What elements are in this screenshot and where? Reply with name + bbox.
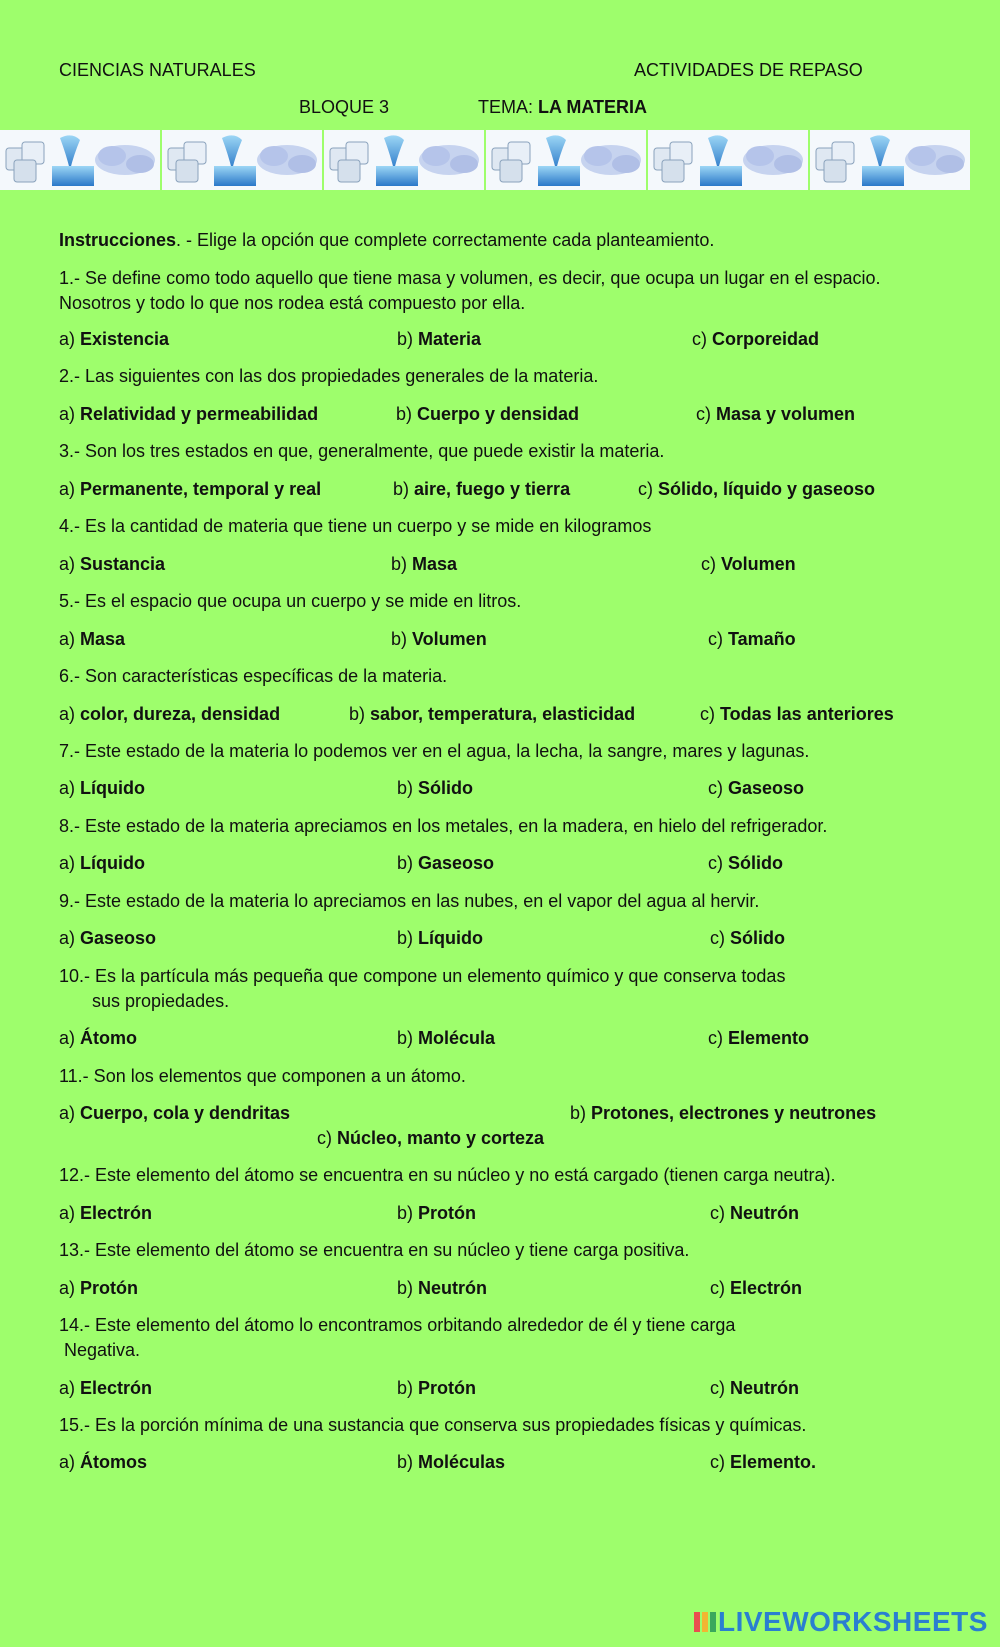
question-13: 13.- Este elemento del átomo se encuentra en su núcleo y tiene carga positiva. (59, 1240, 690, 1260)
liveworksheets-icon (694, 1609, 716, 1641)
option-14b[interactable]: b) Protón (397, 1378, 477, 1398)
option-11b[interactable]: b) Protones, electrones y neutrones (570, 1103, 877, 1123)
option-2c[interactable]: c) Masa y volumen (696, 404, 856, 424)
option-12b[interactable]: b) Protón (397, 1203, 477, 1223)
instructions-text: . - Elige la opción que complete correctamente cada planteamiento. (176, 230, 715, 250)
option-6a[interactable]: a) color, dureza, densidad (59, 704, 281, 724)
block-label: BLOQUE 3 (299, 97, 390, 117)
option-3c[interactable]: c) Sólido, líquido y gaseoso (638, 479, 876, 499)
question-10-cont: sus propiedades. (92, 991, 230, 1011)
question-12: 12.- Este elemento del átomo se encuentra en su núcleo y no está cargado (tienen carga neutra). (59, 1165, 836, 1185)
option-5b[interactable]: b) Volumen (391, 629, 487, 649)
option-6b[interactable]: b) sabor, temperatura, elasticidad (349, 704, 636, 724)
option-8b[interactable]: b) Gaseoso (397, 853, 495, 873)
theme-label: TEMA: LA MATERIA (478, 97, 647, 117)
question-1: 1.- Se define como todo aquello que tiene masa y volumen, es decir, que ocupa un lugar en el espacio. Nosotros y todo lo que nos rodea está compuesto por ella. (59, 268, 881, 313)
liveworksheets-logo[interactable] (694, 1606, 988, 1641)
question-6: 6.- Son características específicas de la materia. (59, 666, 448, 686)
option-4a[interactable]: a) Sustancia (59, 554, 166, 574)
question-14-cont: Negativa. (64, 1340, 141, 1360)
question-10: 10.- Es la partícula más pequeña que compone un elemento químico y que conserva todas (59, 966, 786, 986)
option-9c[interactable]: c) Sólido (710, 928, 785, 948)
question-8: 8.- Este estado de la materia apreciamos en los metales, en la madera, en hielo del refrigerador. (59, 816, 828, 836)
option-2b[interactable]: b) Cuerpo y densidad (396, 404, 580, 424)
theme-value: LA MATERIA (538, 97, 647, 117)
option-3a[interactable]: a) Permanente, temporal y real (59, 479, 322, 499)
question-11: 11.- Son los elementos que componen a un átomo. (59, 1066, 466, 1086)
instructions (59, 228, 714, 253)
option-10c[interactable]: c) Elemento (708, 1028, 810, 1048)
option-9b[interactable]: b) Líquido (397, 928, 483, 948)
option-7b[interactable]: b) Sólido (397, 778, 474, 798)
activity-title: ACTIVIDADES DE REPASO (634, 60, 863, 80)
option-5a[interactable]: a) Masa (59, 629, 126, 649)
option-9a[interactable]: a) Gaseoso (59, 928, 157, 948)
option-11a[interactable]: a) Cuerpo, cola y dendritas (59, 1103, 291, 1123)
option-10b[interactable]: b) Molécula (397, 1028, 496, 1048)
question-14: 14.- Este elemento del átomo lo encontramos orbitando alrededor de él y tiene carga (59, 1315, 736, 1335)
option-7a[interactable]: a) Líquido (59, 778, 145, 798)
option-6c[interactable]: c) Todas las anteriores (700, 704, 894, 724)
question-4: 4.- Es la cantidad de materia que tiene un cuerpo y se mide en kilogramos (59, 516, 652, 536)
subject-title: CIENCIAS NATURALES (59, 60, 256, 80)
question-2: 2.- Las siguientes con las dos propiedades generales de la materia. (59, 366, 599, 386)
option-14c[interactable]: c) Neutrón (710, 1378, 799, 1398)
option-1a[interactable]: a) Existencia (59, 329, 170, 349)
option-4c[interactable]: c) Volumen (701, 554, 796, 574)
option-10a[interactable]: a) Átomo (59, 1028, 138, 1048)
option-2a[interactable]: a) Relatividad y permeabilidad (59, 404, 319, 424)
option-11c[interactable]: c) Núcleo, manto y corteza (317, 1128, 545, 1148)
option-14a[interactable]: a) Electrón (59, 1378, 153, 1398)
option-1b[interactable]: b) Materia (397, 329, 482, 349)
option-15a[interactable]: a) Átomos (59, 1452, 148, 1472)
option-15c[interactable]: c) Elemento. (710, 1452, 817, 1472)
option-12a[interactable]: a) Electrón (59, 1203, 153, 1223)
option-1c[interactable]: c) Corporeidad (692, 329, 820, 349)
option-13c[interactable]: c) Electrón (710, 1278, 803, 1298)
instructions-label: Instrucciones (59, 230, 177, 250)
option-8c[interactable]: c) Sólido (708, 853, 783, 873)
option-7c[interactable]: c) Gaseoso (708, 778, 805, 798)
question-3: 3.- Son los tres estados en que, generalmente, que puede existir la materia. (59, 441, 665, 461)
question-7: 7.- Este estado de la materia lo podemos ver en el agua, la lecha, la sangre, mares y lagunas. (59, 741, 810, 761)
option-12c[interactable]: c) Neutrón (710, 1203, 799, 1223)
question-9: 9.- Este estado de la materia lo apreciamos en las nubes, en el vapor del agua al hervir. (59, 891, 760, 911)
logo-text: LIVEWORKSHEETS (718, 1606, 988, 1637)
ice-water-banner (0, 130, 972, 190)
option-8a[interactable]: a) Líquido (59, 853, 145, 873)
option-5c[interactable]: c) Tamaño (708, 629, 796, 649)
option-4b[interactable]: b) Masa (391, 554, 458, 574)
option-13b[interactable]: b) Neutrón (397, 1278, 488, 1298)
option-3b[interactable]: b) aire, fuego y tierra (393, 479, 571, 499)
option-13a[interactable]: a) Protón (59, 1278, 139, 1298)
option-15b[interactable]: b) Moléculas (397, 1452, 506, 1472)
banner-image (0, 130, 972, 190)
question-15: 15.- Es la porción mínima de una sustancia que conserva sus propiedades físicas y químicas. (59, 1415, 807, 1435)
question-5: 5.- Es el espacio que ocupa un cuerpo y se mide en litros. (59, 591, 522, 611)
